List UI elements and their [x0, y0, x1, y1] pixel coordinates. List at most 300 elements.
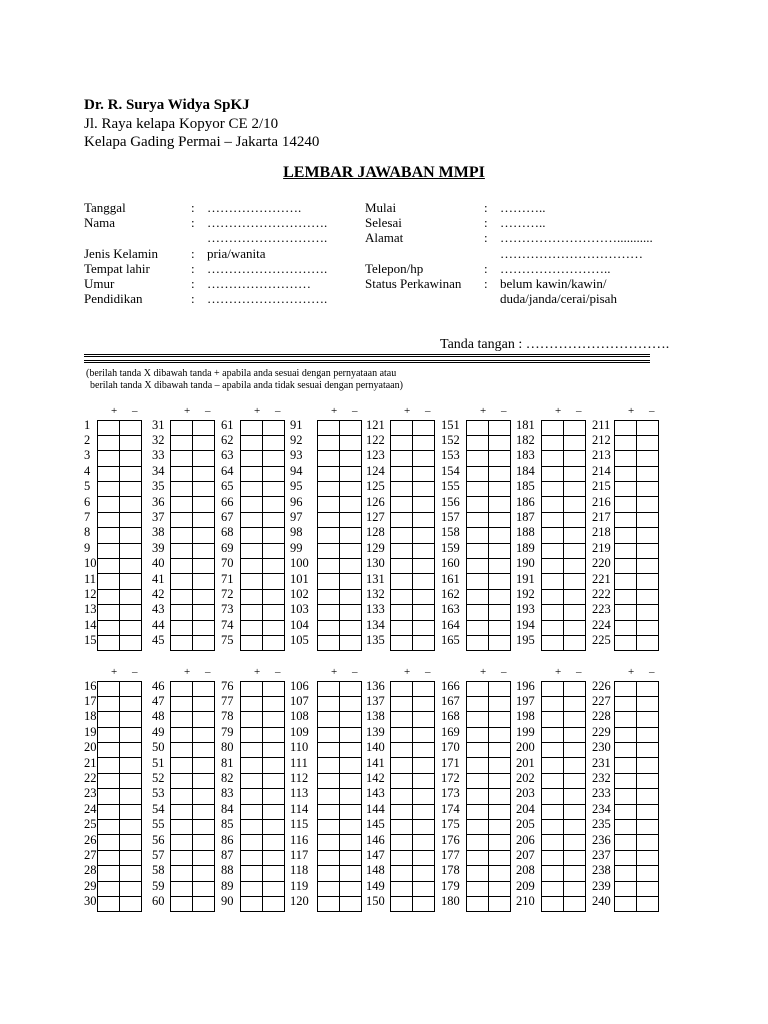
answer-minus-box-222[interactable] [637, 589, 659, 604]
answer-minus-box-27[interactable] [120, 850, 142, 865]
answer-minus-box-100[interactable] [340, 559, 362, 574]
answer-plus-box-44[interactable] [171, 620, 193, 635]
answer-plus-box-239[interactable] [615, 881, 637, 896]
answer-plus-box-158[interactable] [467, 528, 489, 543]
answer-minus-box-178[interactable] [489, 866, 511, 881]
answer-minus-box-213[interactable] [637, 451, 659, 466]
answer-plus-box-18[interactable] [98, 712, 120, 727]
answer-minus-box-93[interactable] [340, 451, 362, 466]
answer-minus-box-24[interactable] [120, 804, 142, 819]
answer-plus-box-37[interactable] [171, 512, 193, 527]
answer-plus-box-175[interactable] [467, 820, 489, 835]
answer-plus-box-201[interactable] [542, 758, 564, 773]
answer-plus-box-63[interactable] [241, 451, 263, 466]
answer-minus-box-33[interactable] [193, 451, 215, 466]
answer-plus-box-217[interactable] [615, 512, 637, 527]
answer-plus-box-85[interactable] [241, 820, 263, 835]
answer-minus-box-69[interactable] [263, 543, 285, 558]
answer-minus-box-132[interactable] [413, 589, 435, 604]
answer-minus-box-230[interactable] [637, 743, 659, 758]
answer-minus-box-135[interactable] [413, 635, 435, 650]
answer-minus-box-129[interactable] [413, 543, 435, 558]
answer-minus-box-113[interactable] [340, 789, 362, 804]
answer-minus-box-161[interactable] [489, 574, 511, 589]
answer-plus-box-86[interactable] [241, 835, 263, 850]
answer-plus-box-151[interactable] [467, 420, 489, 435]
answer-minus-box-186[interactable] [564, 497, 586, 512]
answer-minus-box-85[interactable] [263, 820, 285, 835]
answer-plus-box-147[interactable] [391, 850, 413, 865]
answer-plus-box-38[interactable] [171, 528, 193, 543]
answer-plus-box-132[interactable] [391, 589, 413, 604]
answer-plus-box-129[interactable] [391, 543, 413, 558]
answer-minus-box-220[interactable] [637, 559, 659, 574]
answer-plus-box-152[interactable] [467, 435, 489, 450]
answer-plus-box-105[interactable] [318, 635, 340, 650]
answer-plus-box-219[interactable] [615, 543, 637, 558]
answer-plus-box-227[interactable] [615, 696, 637, 711]
answer-plus-box-109[interactable] [318, 727, 340, 742]
form-value-left-5[interactable]: …………………… [207, 276, 311, 291]
answer-minus-box-15[interactable] [120, 635, 142, 650]
answer-plus-box-166[interactable] [467, 681, 489, 696]
answer-plus-box-157[interactable] [467, 512, 489, 527]
answer-plus-box-218[interactable] [615, 528, 637, 543]
answer-plus-box-234[interactable] [615, 804, 637, 819]
answer-minus-box-56[interactable] [193, 835, 215, 850]
answer-minus-box-5[interactable] [120, 482, 142, 497]
answer-plus-box-53[interactable] [171, 789, 193, 804]
answer-minus-box-78[interactable] [263, 712, 285, 727]
answer-minus-box-232[interactable] [637, 773, 659, 788]
answer-plus-box-65[interactable] [241, 482, 263, 497]
answer-plus-box-230[interactable] [615, 743, 637, 758]
answer-plus-box-55[interactable] [171, 820, 193, 835]
answer-minus-box-224[interactable] [637, 620, 659, 635]
answer-minus-box-192[interactable] [564, 589, 586, 604]
answer-plus-box-138[interactable] [391, 712, 413, 727]
answer-plus-box-118[interactable] [318, 866, 340, 881]
answer-plus-box-214[interactable] [615, 466, 637, 481]
signature-field[interactable]: Tanda tangan : …………………………. [440, 337, 670, 352]
answer-minus-box-46[interactable] [193, 681, 215, 696]
answer-minus-box-97[interactable] [340, 512, 362, 527]
answer-plus-box-143[interactable] [391, 789, 413, 804]
answer-plus-box-154[interactable] [467, 466, 489, 481]
answer-plus-box-186[interactable] [542, 497, 564, 512]
answer-plus-box-238[interactable] [615, 866, 637, 881]
answer-minus-box-204[interactable] [564, 804, 586, 819]
answer-minus-box-189[interactable] [564, 543, 586, 558]
answer-plus-box-61[interactable] [241, 420, 263, 435]
answer-plus-box-42[interactable] [171, 589, 193, 604]
answer-plus-box-47[interactable] [171, 696, 193, 711]
answer-minus-box-177[interactable] [489, 850, 511, 865]
answer-plus-box-222[interactable] [615, 589, 637, 604]
answer-minus-box-240[interactable] [637, 896, 659, 911]
answer-minus-box-219[interactable] [637, 543, 659, 558]
answer-plus-box-56[interactable] [171, 835, 193, 850]
answer-plus-box-26[interactable] [98, 835, 120, 850]
answer-plus-box-163[interactable] [467, 605, 489, 620]
answer-minus-box-54[interactable] [193, 804, 215, 819]
answer-plus-box-46[interactable] [171, 681, 193, 696]
answer-plus-box-159[interactable] [467, 543, 489, 558]
answer-minus-box-4[interactable] [120, 466, 142, 481]
answer-minus-box-48[interactable] [193, 712, 215, 727]
answer-plus-box-212[interactable] [615, 435, 637, 450]
answer-plus-box-136[interactable] [391, 681, 413, 696]
answer-minus-box-202[interactable] [564, 773, 586, 788]
answer-minus-box-70[interactable] [263, 559, 285, 574]
answer-plus-box-8[interactable] [98, 528, 120, 543]
answer-minus-box-137[interactable] [413, 696, 435, 711]
answer-plus-box-131[interactable] [391, 574, 413, 589]
answer-minus-box-167[interactable] [489, 696, 511, 711]
answer-plus-box-93[interactable] [318, 451, 340, 466]
answer-plus-box-133[interactable] [391, 605, 413, 620]
answer-plus-box-52[interactable] [171, 773, 193, 788]
answer-minus-box-20[interactable] [120, 743, 142, 758]
answer-minus-box-142[interactable] [413, 773, 435, 788]
answer-plus-box-200[interactable] [542, 743, 564, 758]
answer-plus-box-139[interactable] [391, 727, 413, 742]
answer-plus-box-160[interactable] [467, 559, 489, 574]
answer-plus-box-54[interactable] [171, 804, 193, 819]
answer-plus-box-27[interactable] [98, 850, 120, 865]
answer-plus-box-142[interactable] [391, 773, 413, 788]
answer-minus-box-169[interactable] [489, 727, 511, 742]
answer-minus-box-49[interactable] [193, 727, 215, 742]
answer-plus-box-203[interactable] [542, 789, 564, 804]
answer-plus-box-66[interactable] [241, 497, 263, 512]
answer-minus-box-32[interactable] [193, 435, 215, 450]
answer-minus-box-121[interactable] [413, 420, 435, 435]
answer-minus-box-106[interactable] [340, 681, 362, 696]
answer-plus-box-62[interactable] [241, 435, 263, 450]
answer-plus-box-98[interactable] [318, 528, 340, 543]
answer-minus-box-128[interactable] [413, 528, 435, 543]
answer-plus-box-215[interactable] [615, 482, 637, 497]
answer-minus-box-50[interactable] [193, 743, 215, 758]
answer-plus-box-28[interactable] [98, 866, 120, 881]
answer-minus-box-209[interactable] [564, 881, 586, 896]
answer-minus-box-148[interactable] [413, 866, 435, 881]
answer-plus-box-97[interactable] [318, 512, 340, 527]
answer-minus-box-157[interactable] [489, 512, 511, 527]
answer-plus-box-20[interactable] [98, 743, 120, 758]
answer-plus-box-204[interactable] [542, 804, 564, 819]
answer-minus-box-96[interactable] [340, 497, 362, 512]
answer-minus-box-60[interactable] [193, 896, 215, 911]
form-value-left-3[interactable]: pria/wanita [207, 245, 266, 261]
answer-plus-box-33[interactable] [171, 451, 193, 466]
answer-plus-box-168[interactable] [467, 712, 489, 727]
answer-minus-box-73[interactable] [263, 605, 285, 620]
answer-minus-box-155[interactable] [489, 482, 511, 497]
answer-minus-box-43[interactable] [193, 605, 215, 620]
answer-plus-box-71[interactable] [241, 574, 263, 589]
answer-plus-box-21[interactable] [98, 758, 120, 773]
answer-plus-box-117[interactable] [318, 850, 340, 865]
answer-plus-box-173[interactable] [467, 789, 489, 804]
form-value-right-0[interactable]: ……….. [500, 200, 546, 215]
answer-plus-box-153[interactable] [467, 451, 489, 466]
answer-minus-box-191[interactable] [564, 574, 586, 589]
answer-minus-box-17[interactable] [120, 696, 142, 711]
answer-plus-box-208[interactable] [542, 866, 564, 881]
answer-minus-box-174[interactable] [489, 804, 511, 819]
answer-plus-box-233[interactable] [615, 789, 637, 804]
answer-plus-box-7[interactable] [98, 512, 120, 527]
answer-minus-box-144[interactable] [413, 804, 435, 819]
answer-plus-box-202[interactable] [542, 773, 564, 788]
answer-minus-box-120[interactable] [340, 896, 362, 911]
answer-minus-box-119[interactable] [340, 881, 362, 896]
answer-minus-box-107[interactable] [340, 696, 362, 711]
answer-plus-box-162[interactable] [467, 589, 489, 604]
form-value-right-5[interactable]: belum kawin/kawin/ [500, 276, 607, 291]
answer-minus-box-68[interactable] [263, 528, 285, 543]
answer-plus-box-206[interactable] [542, 835, 564, 850]
answer-minus-box-77[interactable] [263, 696, 285, 711]
answer-minus-box-235[interactable] [637, 820, 659, 835]
answer-minus-box-76[interactable] [263, 681, 285, 696]
answer-plus-box-102[interactable] [318, 589, 340, 604]
answer-minus-box-66[interactable] [263, 497, 285, 512]
answer-minus-box-138[interactable] [413, 712, 435, 727]
answer-plus-box-84[interactable] [241, 804, 263, 819]
answer-minus-box-28[interactable] [120, 866, 142, 881]
answer-plus-box-99[interactable] [318, 543, 340, 558]
answer-plus-box-205[interactable] [542, 820, 564, 835]
answer-plus-box-14[interactable] [98, 620, 120, 635]
answer-minus-box-21[interactable] [120, 758, 142, 773]
form-value-right-6[interactable]: duda/janda/cerai/pisah [500, 291, 617, 307]
answer-minus-box-149[interactable] [413, 881, 435, 896]
answer-plus-box-195[interactable] [542, 635, 564, 650]
answer-minus-box-34[interactable] [193, 466, 215, 481]
answer-plus-box-13[interactable] [98, 605, 120, 620]
answer-minus-box-211[interactable] [637, 420, 659, 435]
answer-plus-box-209[interactable] [542, 881, 564, 896]
answer-minus-box-160[interactable] [489, 559, 511, 574]
answer-plus-box-220[interactable] [615, 559, 637, 574]
answer-plus-box-140[interactable] [391, 743, 413, 758]
answer-minus-box-64[interactable] [263, 466, 285, 481]
answer-plus-box-145[interactable] [391, 820, 413, 835]
answer-plus-box-29[interactable] [98, 881, 120, 896]
answer-plus-box-101[interactable] [318, 574, 340, 589]
answer-minus-box-92[interactable] [340, 435, 362, 450]
answer-minus-box-31[interactable] [193, 420, 215, 435]
answer-minus-box-125[interactable] [413, 482, 435, 497]
answer-plus-box-113[interactable] [318, 789, 340, 804]
answer-minus-box-176[interactable] [489, 835, 511, 850]
answer-minus-box-94[interactable] [340, 466, 362, 481]
answer-minus-box-7[interactable] [120, 512, 142, 527]
answer-plus-box-194[interactable] [542, 620, 564, 635]
answer-plus-box-100[interactable] [318, 559, 340, 574]
answer-minus-box-210[interactable] [564, 896, 586, 911]
answer-plus-box-172[interactable] [467, 773, 489, 788]
answer-minus-box-143[interactable] [413, 789, 435, 804]
answer-minus-box-171[interactable] [489, 758, 511, 773]
answer-plus-box-126[interactable] [391, 497, 413, 512]
answer-minus-box-35[interactable] [193, 482, 215, 497]
answer-minus-box-63[interactable] [263, 451, 285, 466]
answer-minus-box-13[interactable] [120, 605, 142, 620]
answer-minus-box-29[interactable] [120, 881, 142, 896]
answer-plus-box-11[interactable] [98, 574, 120, 589]
answer-plus-box-51[interactable] [171, 758, 193, 773]
answer-minus-box-101[interactable] [340, 574, 362, 589]
answer-minus-box-216[interactable] [637, 497, 659, 512]
answer-plus-box-144[interactable] [391, 804, 413, 819]
answer-minus-box-180[interactable] [489, 896, 511, 911]
answer-plus-box-79[interactable] [241, 727, 263, 742]
answer-plus-box-10[interactable] [98, 559, 120, 574]
answer-minus-box-99[interactable] [340, 543, 362, 558]
answer-plus-box-235[interactable] [615, 820, 637, 835]
answer-minus-box-140[interactable] [413, 743, 435, 758]
answer-minus-box-79[interactable] [263, 727, 285, 742]
answer-plus-box-165[interactable] [467, 635, 489, 650]
answer-minus-box-118[interactable] [340, 866, 362, 881]
answer-plus-box-240[interactable] [615, 896, 637, 911]
answer-plus-box-77[interactable] [241, 696, 263, 711]
answer-minus-box-208[interactable] [564, 866, 586, 881]
answer-plus-box-170[interactable] [467, 743, 489, 758]
answer-minus-box-172[interactable] [489, 773, 511, 788]
answer-minus-box-80[interactable] [263, 743, 285, 758]
answer-minus-box-25[interactable] [120, 820, 142, 835]
answer-plus-box-103[interactable] [318, 605, 340, 620]
answer-minus-box-61[interactable] [263, 420, 285, 435]
answer-plus-box-207[interactable] [542, 850, 564, 865]
answer-plus-box-197[interactable] [542, 696, 564, 711]
answer-plus-box-119[interactable] [318, 881, 340, 896]
answer-minus-box-18[interactable] [120, 712, 142, 727]
answer-plus-box-68[interactable] [241, 528, 263, 543]
answer-minus-box-151[interactable] [489, 420, 511, 435]
answer-minus-box-104[interactable] [340, 620, 362, 635]
answer-plus-box-107[interactable] [318, 696, 340, 711]
answer-plus-box-185[interactable] [542, 482, 564, 497]
answer-minus-box-225[interactable] [637, 635, 659, 650]
answer-plus-box-6[interactable] [98, 497, 120, 512]
answer-minus-box-11[interactable] [120, 574, 142, 589]
answer-minus-box-233[interactable] [637, 789, 659, 804]
answer-minus-box-39[interactable] [193, 543, 215, 558]
answer-minus-box-131[interactable] [413, 574, 435, 589]
answer-plus-box-17[interactable] [98, 696, 120, 711]
answer-plus-box-114[interactable] [318, 804, 340, 819]
answer-plus-box-41[interactable] [171, 574, 193, 589]
answer-minus-box-62[interactable] [263, 435, 285, 450]
answer-plus-box-179[interactable] [467, 881, 489, 896]
answer-plus-box-127[interactable] [391, 512, 413, 527]
answer-minus-box-84[interactable] [263, 804, 285, 819]
answer-minus-box-14[interactable] [120, 620, 142, 635]
answer-plus-box-171[interactable] [467, 758, 489, 773]
answer-minus-box-214[interactable] [637, 466, 659, 481]
answer-minus-box-234[interactable] [637, 804, 659, 819]
answer-minus-box-2[interactable] [120, 435, 142, 450]
answer-plus-box-40[interactable] [171, 559, 193, 574]
answer-minus-box-23[interactable] [120, 789, 142, 804]
answer-minus-box-109[interactable] [340, 727, 362, 742]
answer-plus-box-181[interactable] [542, 420, 564, 435]
answer-plus-box-188[interactable] [542, 528, 564, 543]
answer-plus-box-237[interactable] [615, 850, 637, 865]
answer-minus-box-133[interactable] [413, 605, 435, 620]
answer-plus-box-221[interactable] [615, 574, 637, 589]
form-value-right-1[interactable]: ……….. [500, 215, 546, 231]
answer-plus-box-4[interactable] [98, 466, 120, 481]
answer-plus-box-73[interactable] [241, 605, 263, 620]
answer-plus-box-176[interactable] [467, 835, 489, 850]
answer-minus-box-206[interactable] [564, 835, 586, 850]
answer-plus-box-34[interactable] [171, 466, 193, 481]
answer-minus-box-87[interactable] [263, 850, 285, 865]
answer-minus-box-145[interactable] [413, 820, 435, 835]
answer-minus-box-141[interactable] [413, 758, 435, 773]
answer-plus-box-91[interactable] [318, 420, 340, 435]
answer-minus-box-10[interactable] [120, 559, 142, 574]
form-value-left-6[interactable]: ………………………. [207, 291, 328, 307]
answer-plus-box-92[interactable] [318, 435, 340, 450]
answer-minus-box-238[interactable] [637, 866, 659, 881]
answer-plus-box-25[interactable] [98, 820, 120, 835]
answer-plus-box-164[interactable] [467, 620, 489, 635]
answer-minus-box-223[interactable] [637, 605, 659, 620]
answer-plus-box-50[interactable] [171, 743, 193, 758]
answer-minus-box-153[interactable] [489, 451, 511, 466]
answer-plus-box-141[interactable] [391, 758, 413, 773]
answer-minus-box-203[interactable] [564, 789, 586, 804]
answer-plus-box-223[interactable] [615, 605, 637, 620]
answer-minus-box-55[interactable] [193, 820, 215, 835]
answer-minus-box-81[interactable] [263, 758, 285, 773]
answer-plus-box-112[interactable] [318, 773, 340, 788]
answer-plus-box-216[interactable] [615, 497, 637, 512]
answer-minus-box-226[interactable] [637, 681, 659, 696]
answer-minus-box-122[interactable] [413, 435, 435, 450]
answer-minus-box-102[interactable] [340, 589, 362, 604]
answer-minus-box-112[interactable] [340, 773, 362, 788]
answer-plus-box-110[interactable] [318, 743, 340, 758]
answer-plus-box-59[interactable] [171, 881, 193, 896]
answer-minus-box-38[interactable] [193, 528, 215, 543]
answer-minus-box-147[interactable] [413, 850, 435, 865]
answer-plus-box-236[interactable] [615, 835, 637, 850]
answer-minus-box-71[interactable] [263, 574, 285, 589]
answer-plus-box-211[interactable] [615, 420, 637, 435]
answer-minus-box-57[interactable] [193, 850, 215, 865]
answer-plus-box-130[interactable] [391, 559, 413, 574]
answer-plus-box-45[interactable] [171, 635, 193, 650]
answer-minus-box-199[interactable] [564, 727, 586, 742]
answer-plus-box-232[interactable] [615, 773, 637, 788]
answer-plus-box-225[interactable] [615, 635, 637, 650]
answer-plus-box-24[interactable] [98, 804, 120, 819]
answer-minus-box-218[interactable] [637, 528, 659, 543]
answer-minus-box-95[interactable] [340, 482, 362, 497]
answer-plus-box-123[interactable] [391, 451, 413, 466]
answer-minus-box-205[interactable] [564, 820, 586, 835]
answer-plus-box-182[interactable] [542, 435, 564, 450]
